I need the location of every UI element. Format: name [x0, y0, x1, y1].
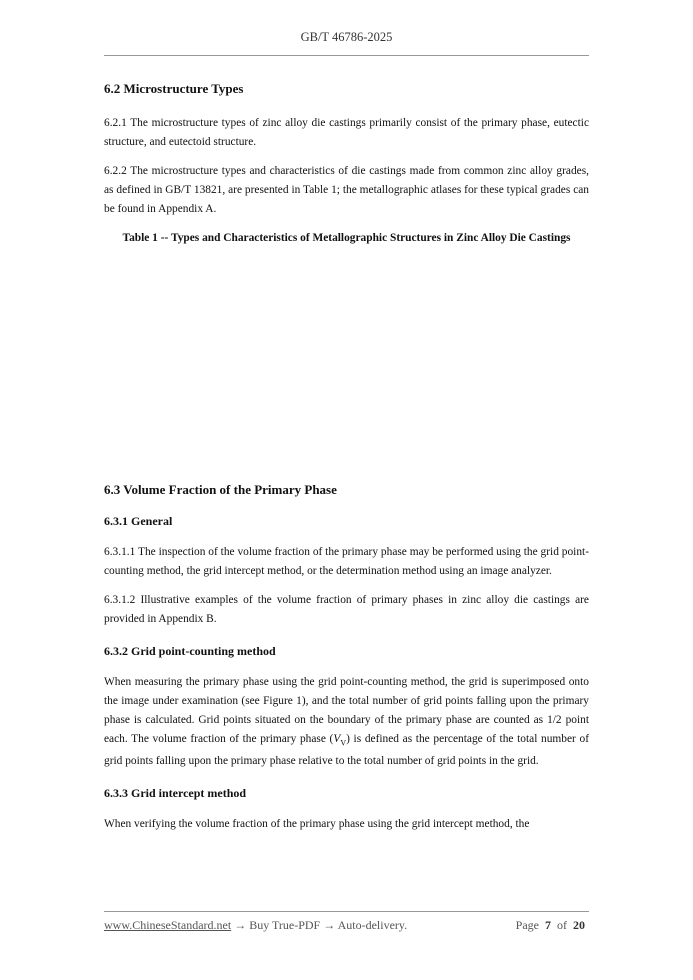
page-label: Page	[515, 918, 539, 932]
section-heading-6-2: 6.2 Microstructure Types	[104, 81, 244, 96]
paragraph-6-3-1-2: 6.3.1.2 Illustrative examples of the volume fraction of primary phases in zinc alloy die castings are provided in Appendix B.	[104, 594, 589, 625]
total-pages: 20	[573, 918, 585, 932]
subsection-heading-6-3-2: 6.3.2 Grid point-counting method	[104, 644, 276, 658]
of-label: of	[557, 918, 567, 932]
page-content	[104, 80, 589, 834]
paragraph-6-3-2-part-a: When measuring the primary phase using the grid point-counting method, the grid is superimposed onto the image under examination (see Figure 1), and the total number of grid points falling upon the primary phase is calculated. Grid points situated on the boundary of the primary phase are counted as 1/2 point each. The volume fraction of the primary phase (	[104, 676, 589, 745]
paragraph-6-3-3: When verifying the volume fraction of the primary phase using the grid intercept method, the	[104, 818, 530, 831]
subsection-heading-6-3-1: 6.3.1 General	[104, 514, 173, 528]
page-number	[516, 918, 585, 933]
paragraph-6-2-2: 6.2.2 The microstructure types and characteristics of die castings made from common zinc alloy grades, as defined in GB/T 13821, are presented in Table 1; the metallographic atlases for these typical grades can be found in Appendix A.	[104, 165, 589, 215]
buy-text: Buy True-PDF	[249, 918, 321, 932]
site-link[interactable]: www.ChineseStandard.net	[104, 918, 232, 932]
arrow-icon: →	[320, 918, 338, 932]
header-divider	[104, 55, 589, 56]
paragraph-6-3-1-1: 6.3.1.1 The inspection of the volume fraction of the primary phase may be performed using the grid point-counting method, the grid intercept method, or the determination method using an image analyzer.	[104, 546, 589, 577]
paragraph-6-3-2	[104, 673, 589, 771]
page-header	[0, 30, 693, 45]
table-blank-area	[104, 248, 589, 481]
section-heading-6-3: 6.3 Volume Fraction of the Primary Phase	[104, 482, 337, 497]
variable-subscript: V	[340, 738, 347, 748]
variable-v: V	[333, 733, 341, 745]
arrow-icon: →	[231, 918, 250, 932]
footer-promo	[104, 918, 407, 933]
paragraph-6-2-1: 6.2.1 The microstructure types of zinc alloy die castings primarily consist of the primary phase, eutectic structure, and eutectoid structure.	[104, 117, 589, 148]
delivery-text: Auto-delivery.	[337, 918, 408, 932]
table-caption: Table 1 -- Types and Characteristics of Metallographic Structures in Zinc Alloy Die Castings	[122, 232, 571, 244]
footer-divider	[104, 911, 589, 912]
current-page: 7	[545, 918, 551, 932]
standard-number: GB/T 46786-2025	[300, 30, 393, 44]
subsection-heading-6-3-3: 6.3.3 Grid intercept method	[104, 786, 247, 801]
paragraph-6-3-2-part-b: ) is defined as the percentage of the total number of grid points falling upon the primary phase relative to the total number of grid points in the grid.	[104, 733, 589, 768]
